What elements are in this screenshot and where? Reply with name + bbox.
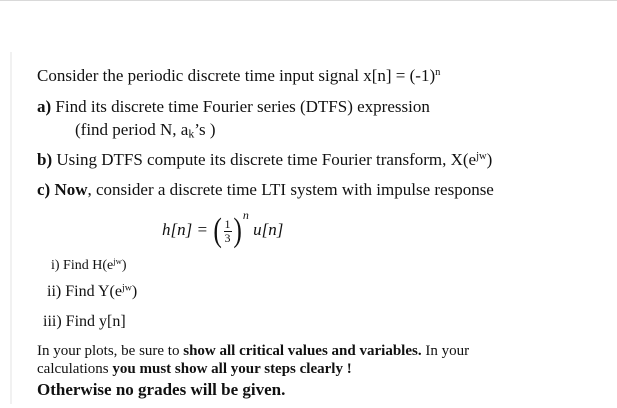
item-ii xyxy=(47,283,137,301)
equation-fraction xyxy=(224,218,232,244)
part-b-label: b) xyxy=(37,150,53,169)
part-a-sub-index: k xyxy=(188,126,195,141)
item-i xyxy=(51,258,127,274)
equation-rhs: u[n] xyxy=(248,220,284,239)
note-l2-bold: you must show all your steps clearly ! xyxy=(112,361,352,377)
note-l2-pre: calculations xyxy=(37,361,113,377)
part-a-subline xyxy=(75,120,216,140)
fraction-denominator: 3 xyxy=(224,230,231,245)
note-l1-pre: In your plots, be sure to xyxy=(37,343,184,359)
intro-text: Consider the periodic discrete time input signal x[n] = (-1) xyxy=(37,66,436,85)
intro-exponent: n xyxy=(435,67,441,79)
equation-left-paren: ( xyxy=(213,212,223,250)
note-l1-bold: show all critical values and variables. xyxy=(183,343,422,359)
item-i-post: ) xyxy=(121,258,127,273)
part-c-label: c) Now xyxy=(37,180,88,199)
equation-lhs: h[n] = xyxy=(162,220,213,239)
part-a-text: Find its discrete time Fourier series (DTFS) expression xyxy=(51,97,430,116)
part-b-exponent: jw xyxy=(476,151,487,163)
item-ii-exponent: jw xyxy=(121,282,132,294)
item-ii-post: ) xyxy=(131,283,138,300)
item-i-pre: i) Find H(e xyxy=(51,258,114,273)
note-line-3: Otherwise no grades will be given. xyxy=(37,380,286,399)
equation-right-paren: ) xyxy=(232,212,242,250)
part-c-line xyxy=(37,180,494,200)
part-b-line xyxy=(37,150,492,170)
left-margin-bar xyxy=(10,52,12,404)
part-a-label: a) xyxy=(37,97,52,116)
top-divider xyxy=(0,0,617,1)
part-c-text: , consider a discrete time LTI system with impulse response xyxy=(87,180,494,199)
note-l1-post: In your xyxy=(421,343,470,359)
fraction-numerator: 1 xyxy=(224,217,231,231)
intro-line xyxy=(37,66,440,86)
item-ii-pre: ii) Find Y(e xyxy=(47,283,122,300)
part-a-line xyxy=(37,97,430,117)
impulse-response-equation xyxy=(162,208,283,248)
item-iii: iii) Find y[n] xyxy=(43,313,126,330)
part-a-sub-pre: (find period N, a xyxy=(75,120,189,139)
part-a-sub-post: ’s ) xyxy=(194,120,216,139)
part-b-text: Using DTFS compute its discrete time Fourier transform, X(e xyxy=(52,150,477,169)
part-b-close: ) xyxy=(486,150,493,169)
note-line-2 xyxy=(37,361,352,378)
equation-exponent: n xyxy=(242,208,249,222)
note-line-1 xyxy=(37,343,469,360)
item-i-exponent: jw xyxy=(113,256,122,267)
